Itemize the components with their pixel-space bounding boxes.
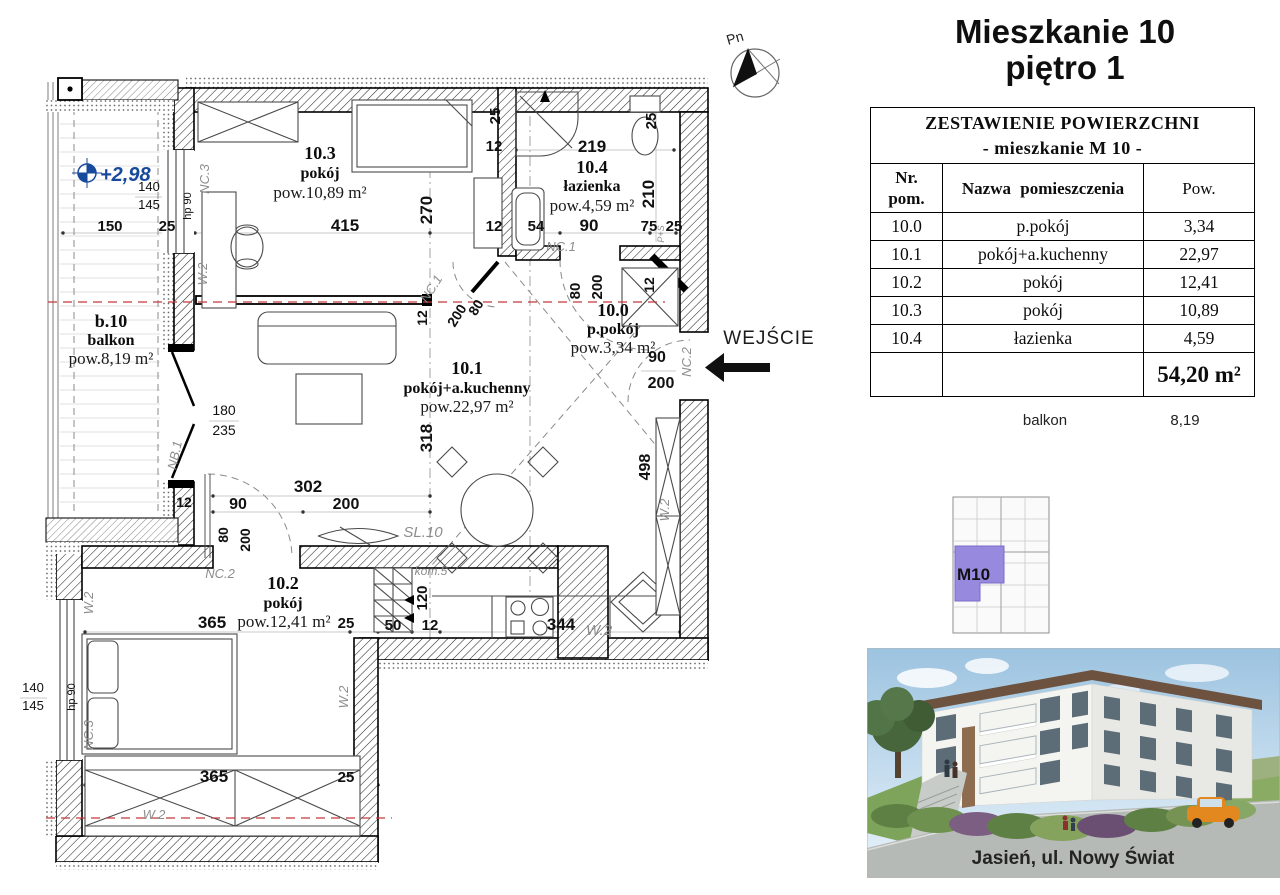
dim: 25 — [158, 218, 176, 235]
apartment-title: Mieszkanie 10 — [954, 13, 1176, 50]
room-nr: 10.0 — [871, 213, 943, 241]
dim: 140 — [138, 179, 160, 194]
dim: 12 — [641, 277, 657, 293]
dim: 210 — [639, 179, 658, 209]
tag: P+S — [656, 225, 666, 243]
tag: NB.1 — [164, 439, 185, 471]
page-title — [940, 14, 1190, 86]
tag: NC.3 — [81, 720, 96, 750]
tag: NC.3 — [197, 164, 212, 194]
building-render — [867, 648, 1280, 878]
col-header-area: Pow. — [1144, 164, 1255, 213]
tag: NC.1 — [546, 239, 576, 254]
balkon-label: balkon — [1022, 412, 1068, 429]
table-row — [871, 269, 1255, 297]
dim: 415 — [330, 216, 360, 235]
room-10-4-id: 10.4 — [576, 157, 608, 177]
room-10-3-id: 10.3 — [304, 143, 336, 163]
key-plan-unit-label: M10 — [957, 565, 991, 584]
dim: 50 — [384, 617, 402, 634]
dim: 12 — [485, 138, 503, 155]
tag: kom.5 — [414, 564, 448, 578]
dim: 25 — [643, 112, 660, 130]
room-10-1-id: 10.1 — [451, 358, 483, 378]
room-10-2-area: pow.12,41 m² — [237, 612, 331, 631]
entrance-label: WEJŚCIE — [723, 328, 815, 349]
room-10-2-id: 10.2 — [267, 573, 299, 593]
dim: 270 — [417, 195, 436, 225]
dim: 180 — [212, 402, 236, 418]
dim: 54 — [527, 218, 545, 235]
room-10-0-id: 10.0 — [597, 300, 629, 320]
room-b10-id: b.10 — [94, 311, 128, 331]
photo-caption: Jasień, ul. Nowy Świat — [971, 848, 1175, 869]
table-title — [871, 108, 1255, 164]
dim: 365 — [197, 613, 227, 632]
dim: 498 — [637, 453, 654, 481]
tag: W.2 — [336, 685, 351, 709]
room-area: 3,34 — [1144, 213, 1255, 241]
dim: 25 — [665, 218, 683, 235]
room-name: pokój+a.kuchenny — [943, 241, 1144, 269]
tag: W.2 — [657, 498, 672, 522]
dim: 302 — [293, 477, 323, 496]
compass-north-label: Pn — [724, 27, 746, 48]
room-10-1-type: pokój+a.kuchenny — [403, 380, 531, 397]
room-name: pokój — [943, 297, 1144, 325]
tag: SL.10 — [403, 524, 443, 541]
room-area: 10,89 — [1144, 297, 1255, 325]
dim: 140 — [22, 680, 44, 695]
dim: 200 — [589, 274, 606, 300]
table-title-line2: - mieszkanie M 10 - — [982, 137, 1143, 158]
table-row — [871, 213, 1255, 241]
room-name: pokój — [943, 269, 1144, 297]
balkon-value: 8,19 — [1170, 412, 1200, 429]
room-area: 12,41 — [1144, 269, 1255, 297]
dim: 200 — [332, 496, 360, 513]
dim: 12 — [485, 218, 503, 235]
dim: 365 — [199, 767, 229, 786]
dim: hp 90 — [182, 192, 194, 220]
dim: 200 — [443, 301, 470, 330]
tag: W.2 — [585, 622, 613, 639]
room-name: p.pokój — [943, 213, 1144, 241]
room-10-1-area: pow.22,97 m² — [420, 397, 514, 416]
dim: 145 — [138, 197, 160, 212]
dim: 200 — [237, 528, 253, 552]
entrance-marker — [705, 327, 815, 382]
entrance-arrow-icon — [705, 353, 724, 382]
room-10-3-area: pow.10,89 m² — [273, 183, 367, 202]
key-plan — [945, 490, 1065, 640]
area-summary-table — [870, 107, 1255, 397]
room-b10-area: pow.8,19 m² — [68, 349, 154, 368]
dim: 75 — [640, 218, 658, 235]
dim: 80 — [464, 296, 487, 319]
dim: 12 — [176, 494, 192, 510]
dim: 200 — [647, 375, 675, 392]
compass-needle-icon — [733, 48, 757, 87]
room-10-4-area: pow.4,59 m² — [549, 196, 635, 215]
dim: 235 — [212, 422, 236, 438]
col-header-nr: Nr. pom. — [871, 164, 943, 213]
dim: 150 — [97, 218, 123, 235]
tag: NC.2 — [679, 347, 694, 377]
col-header-name: Nazwa pomieszczenia — [943, 164, 1144, 213]
room-10-0-type: p.pokój — [586, 321, 640, 338]
room-10-3-type: pokój — [300, 165, 340, 182]
room-area: 4,59 — [1144, 325, 1255, 353]
dim: 120 — [414, 585, 431, 611]
dim: 12 — [421, 617, 439, 634]
room-area: 22,97 — [1144, 241, 1255, 269]
room-10-2-type: pokój — [263, 595, 303, 612]
dim: 219 — [577, 137, 607, 156]
tag: W.2 — [142, 807, 166, 822]
tag: W.2 — [81, 591, 96, 615]
floor-subtitle: piętro 1 — [1005, 49, 1125, 86]
table-row — [871, 297, 1255, 325]
level-marker-value: +2,98 — [100, 164, 151, 186]
dim: hp 90 — [66, 683, 78, 711]
dim: 90 — [648, 349, 666, 366]
room-nr: 10.2 — [871, 269, 943, 297]
dim: 90 — [229, 496, 247, 513]
total-area: 54,20 m² — [1144, 353, 1255, 397]
dim: 25 — [337, 615, 355, 632]
room-10-0-area: pow.3,34 m² — [570, 338, 656, 357]
room-nr: 10.1 — [871, 241, 943, 269]
dim: 145 — [22, 698, 44, 713]
dim: 90 — [579, 216, 599, 235]
tag: W.2 — [195, 262, 210, 286]
dim: 25 — [487, 107, 504, 125]
tag: NC.2 — [205, 566, 235, 581]
room-nr: 10.3 — [871, 297, 943, 325]
room-name: łazienka — [943, 325, 1144, 353]
dim: 12 — [414, 310, 430, 326]
dim: 80 — [567, 282, 584, 300]
room-nr: 10.4 — [871, 325, 943, 353]
tag: NC.1 — [416, 272, 446, 306]
dim: 80 — [215, 527, 231, 543]
room-10-4-type: łazienka — [563, 178, 621, 195]
table-title-line1: ZESTAWIENIE POWIERZCHNI — [925, 112, 1200, 133]
table-row — [871, 325, 1255, 353]
room-b10-type: balkon — [87, 332, 135, 349]
dim: 344 — [546, 615, 576, 634]
table-row — [871, 241, 1255, 269]
dim: 318 — [417, 423, 436, 453]
dim: 25 — [337, 769, 355, 786]
compass — [724, 28, 780, 97]
